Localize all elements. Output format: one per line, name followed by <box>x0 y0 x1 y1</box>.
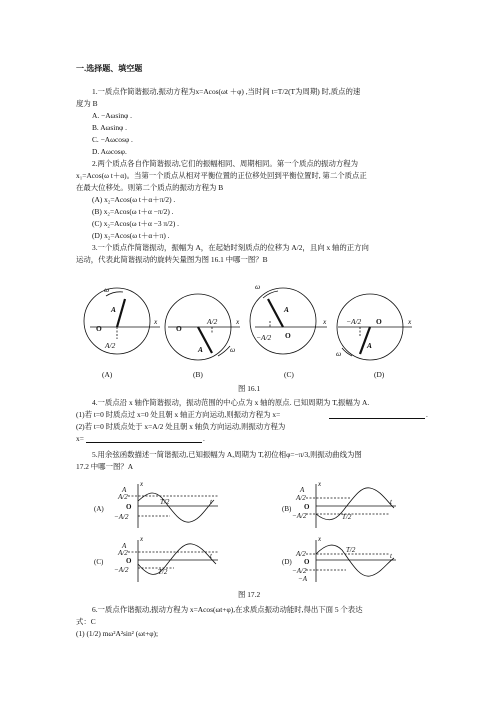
figure-16-1-caption: 图 16.1 <box>238 384 261 393</box>
b-t: t <box>390 498 392 506</box>
c-x: x <box>140 535 144 543</box>
q5-stem-line2: 17.2 中哪一图？A <box>76 462 134 471</box>
q1-option-b: B. Aωsinφ . <box>92 123 128 132</box>
q2-option-d: (D) x₂=Acos(ω t＋α＋π) . <box>92 231 170 240</box>
half-a: A/2 <box>105 341 116 350</box>
amp-b: A <box>198 345 203 354</box>
c-A: A <box>122 542 127 550</box>
label-17-a: (A) <box>94 505 104 513</box>
q3-stem-line1: 3.一个质点作简谐振动，振幅为 A，在起始时刻质点的位移为 A/2，且向 x 轴的正方向 <box>92 243 369 252</box>
omega-b: ω <box>230 345 236 354</box>
label-a: (A) <box>102 370 113 379</box>
a-T2: T/2 <box>160 498 170 506</box>
b-A: A <box>300 486 305 494</box>
d-negA: −A <box>298 575 307 583</box>
a-A: A <box>122 486 127 494</box>
c-neg-half: −A/2 <box>114 566 129 574</box>
axis-d: x <box>408 317 412 326</box>
b-neg-half: −A/2 <box>292 512 307 520</box>
curve-c <box>138 544 216 575</box>
origin-a: O <box>96 324 102 333</box>
label-17-c: (C) <box>94 558 104 566</box>
q4-stem-line2: (1)若 t=0 时质点过 x=0 处且朝 x 轴正方向运动,则振动方程为 x= <box>76 410 281 419</box>
q2-option-a: (A) x₂=Acos(ω t＋α＋π/2) . <box>92 195 176 204</box>
half-d: −A/2 <box>346 317 362 326</box>
amp-a: A <box>111 305 116 314</box>
omega-d: ω <box>336 349 342 358</box>
a-origin: O <box>126 503 132 511</box>
q4-period-1: . <box>426 410 428 419</box>
circle-c <box>250 288 316 354</box>
q4-stem-line4: x= <box>76 434 84 443</box>
curve-b <box>316 488 394 520</box>
figure-16-1 <box>70 276 430 380</box>
q6-option-1: (1) (1/2) mω²A²sin² (ωt+φ); <box>76 629 159 638</box>
origin-b: O <box>176 324 182 333</box>
label-17-b: (B) <box>282 505 292 513</box>
q2-option-c: (C) x₂=Acos(ω t＋α −3 π/2) . <box>92 219 180 228</box>
amp-c: A <box>284 305 289 314</box>
q1-option-d: D. Aωcosφ. <box>92 147 127 156</box>
q1-stem-line2: 度为 B <box>76 99 98 108</box>
section-heading: 一.选择题、填空题 <box>76 64 143 73</box>
c-T2: T/2 <box>158 568 168 576</box>
b-half: A/2 <box>296 494 306 502</box>
curve-a <box>138 493 214 522</box>
a-half: A/2 <box>118 493 128 501</box>
q2-stem-line1: 2.两个质点各自作简谐振动,它们的振幅相同、周期相同。第一个质点的振动方程为 <box>92 159 359 168</box>
q3-stem-line2: 运动，代表此简谐振动的旋转矢量图为图 16.1 中哪一图？B <box>76 255 268 264</box>
label-d: (D) <box>374 370 385 379</box>
q4-period-2: . <box>203 434 205 443</box>
omega-c: ω <box>255 282 261 291</box>
origin-c: O <box>285 331 291 340</box>
amp-d: A <box>367 341 372 350</box>
q5-stem-line1: 5.用余弦函数描述一简谐振动,已知振幅为 A,周期为 T,初位相φ=−π/3,则振动曲线为图 <box>92 450 362 459</box>
q4-stem-line3: (2)若 t=0 时质点处于 x=A/2 处且朝 x 轴负方向运动,则振动方程为 <box>76 422 286 431</box>
q1-option-a: A. −Aωsinφ . <box>92 111 132 120</box>
a-t: t <box>210 498 212 506</box>
axis-a: x <box>154 317 158 326</box>
c-t: t <box>210 552 212 560</box>
axis-b: x <box>236 317 240 326</box>
d-half: A/2 <box>296 550 306 558</box>
d-origin: O <box>304 558 310 566</box>
figure-17-2 <box>90 478 420 586</box>
label-17-d: (D) <box>282 558 292 566</box>
c-origin: O <box>126 557 132 565</box>
figure-17-2-caption: 图 17.2 <box>238 590 261 599</box>
c-half: A/2 <box>118 549 128 557</box>
d-t: t <box>390 552 392 560</box>
q2-stem-line2: x₁=Acos(ω t＋α)。当第一个质点从相对平衡位置的正位移处回到平衡位置时, 第二个质点正 <box>76 171 367 180</box>
half-c: −A/2 <box>256 333 272 342</box>
origin-d: O <box>376 317 382 326</box>
circle-a <box>84 288 150 354</box>
b-origin: O <box>304 503 310 511</box>
b-T2: T/2 <box>342 513 352 521</box>
q4-blank-2[interactable] <box>86 442 202 443</box>
q4-blank-1[interactable] <box>329 418 425 419</box>
a-x: x <box>140 480 144 488</box>
half-b: A/2 <box>207 317 218 326</box>
q1-stem-line1: 1.一质点作简谐振动,振动方程为x=Acos(ωt ＋φ) ,当时间 t=T/2(T为周期) 时,质点的速 <box>92 87 361 96</box>
d-x: x <box>318 535 322 543</box>
vector-a <box>117 299 125 327</box>
axis-c: x <box>323 317 327 326</box>
label-b: (B) <box>193 370 203 379</box>
q1-option-c: C. −Aωcosφ . <box>92 135 133 144</box>
d-T2: T/2 <box>346 546 356 554</box>
q2-option-b: (B) x₂=Acos(ω t＋α −π/2) . <box>92 207 174 216</box>
q6-stem-line2: 式：C <box>76 617 96 626</box>
d-neg-half: −A/2 <box>292 567 307 575</box>
q6-stem-line1: 6.一质点作谐振动,振动方程为 x=Acos(ωt+φ),在求质点振动动能时,得出下面 5 个表达 <box>92 605 363 614</box>
label-c: (C) <box>284 370 294 379</box>
omega-a: ω <box>104 285 110 294</box>
q4-stem-line1: 4.一质点沿 x 轴作简谐振动，振动范围的中心点为 x 轴的原点. 已知周期为 T,振幅为 A. <box>92 398 370 407</box>
q2-stem-line3: 在最大位移处。则第二个质点的振动方程为 B <box>76 183 224 192</box>
b-x: x <box>318 480 322 488</box>
a-neg-half: −A/2 <box>114 513 129 521</box>
